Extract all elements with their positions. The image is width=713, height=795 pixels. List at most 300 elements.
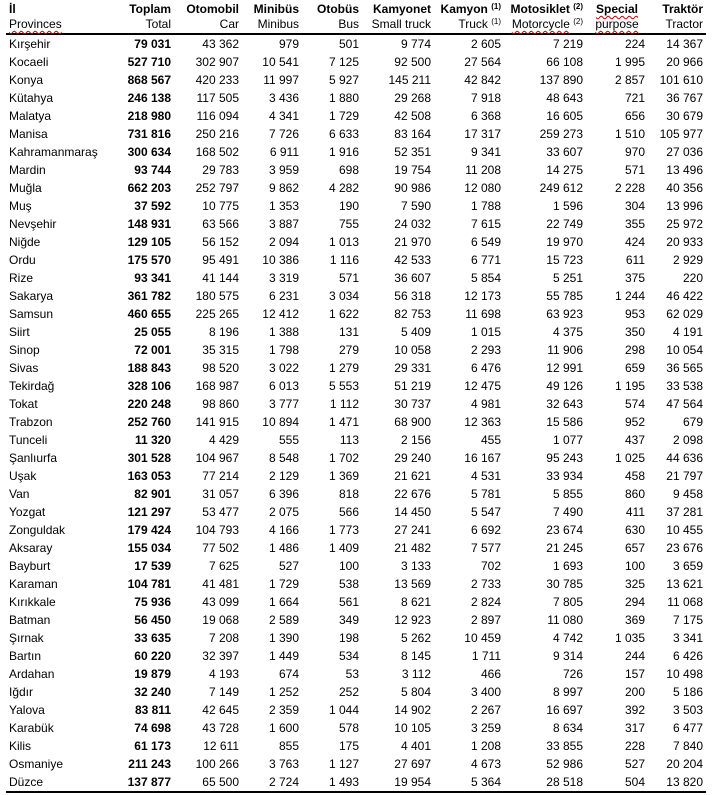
- cell-truck: 27 564: [464, 55, 501, 69]
- cell-minibus: 3 022: [268, 361, 299, 375]
- cell-small-truck: 42 533: [394, 253, 431, 267]
- cell-tractor: 11 068: [667, 595, 703, 609]
- cell-total: 33 635: [134, 631, 171, 645]
- cell-car: 41 481: [202, 577, 239, 591]
- cell-bus: 534: [338, 649, 359, 663]
- cell-small-truck: 13 569: [394, 577, 431, 591]
- col-subheader-bus: Bus: [302, 17, 362, 34]
- cell-minibus: 1 729: [268, 577, 299, 591]
- cell-tractor: 23 676: [666, 541, 703, 555]
- cell-motorcycle: 4 742: [552, 631, 583, 645]
- cell-tractor: 13 996: [666, 199, 703, 213]
- cell-province: Muğla: [9, 181, 42, 195]
- cell-total: 163 053: [127, 469, 171, 483]
- cell-small-truck: 51 219: [394, 379, 431, 393]
- table-row: [6, 701, 706, 719]
- cell-minibus: 2 075: [268, 505, 299, 519]
- cell-total: 188 843: [127, 361, 171, 375]
- cell-special-purpose: 527: [624, 757, 645, 771]
- cell-car: 225 265: [195, 307, 239, 321]
- cell-tractor: 13 621: [666, 577, 703, 591]
- table-row: [6, 107, 706, 125]
- table-row: [6, 773, 706, 792]
- cell-truck: 6 476: [470, 361, 501, 375]
- cell-tractor: 20 966: [666, 55, 703, 69]
- cell-total: 155 034: [127, 541, 171, 555]
- cell-special-purpose: 437: [624, 433, 645, 447]
- cell-car: 7 149: [208, 685, 239, 699]
- cell-truck: 2 733: [470, 577, 501, 591]
- cell-minibus: 555: [278, 433, 299, 447]
- table-row: [6, 269, 706, 287]
- cell-tractor: 20 204: [666, 757, 703, 771]
- cell-motorcycle: 66 108: [546, 55, 583, 69]
- table-row: [6, 377, 706, 395]
- cell-minibus: 6 911: [269, 145, 299, 159]
- cell-province: Mardin: [9, 163, 46, 177]
- cell-total: 361 782: [127, 289, 171, 303]
- cell-special-purpose: 1 244: [614, 289, 645, 303]
- cell-province: Rize: [9, 271, 34, 285]
- cell-province: Manisa: [9, 127, 48, 141]
- cell-car: 100 266: [195, 757, 239, 771]
- cell-small-truck: 7 590: [400, 199, 431, 213]
- cell-motorcycle: 55 785: [546, 289, 583, 303]
- cell-special-purpose: 355: [624, 217, 645, 231]
- cell-motorcycle: 4 375: [552, 325, 583, 339]
- cell-motorcycle: 7 805: [552, 595, 583, 609]
- cell-small-truck: 5 409: [400, 325, 431, 339]
- cell-province: Iğdır: [9, 685, 34, 699]
- cell-province: Şırnak: [9, 631, 44, 645]
- cell-bus: 1 702: [328, 451, 359, 465]
- cell-tractor: 7 175: [672, 613, 703, 627]
- cell-minibus: 6 396: [268, 487, 299, 501]
- table-body: [6, 34, 706, 792]
- cell-small-truck: 21 482: [394, 541, 431, 555]
- cell-truck: 702: [480, 559, 501, 573]
- cell-truck: 2 897: [470, 613, 501, 627]
- cell-bus: 1 116: [329, 253, 359, 267]
- cell-bus: 4 282: [328, 181, 359, 195]
- cell-special-purpose: 392: [624, 703, 645, 717]
- table-row: [6, 341, 706, 359]
- cell-bus: 100: [338, 559, 359, 573]
- cell-motorcycle: 12 991: [546, 361, 583, 375]
- cell-minibus: 979: [278, 37, 299, 51]
- cell-special-purpose: 504: [586, 773, 648, 792]
- cell-total: 82 901: [134, 487, 171, 501]
- cell-truck: 6 368: [470, 109, 501, 123]
- cell-total: 731 816: [127, 127, 171, 141]
- cell-minibus: 1 390: [268, 631, 299, 645]
- cell-truck: 4 531: [470, 469, 501, 483]
- cell-car: 77 502: [202, 541, 239, 555]
- cell-special-purpose: 2 857: [614, 73, 645, 87]
- col-subheader-truck: Truck $^{(1)}$: [434, 17, 504, 34]
- cell-truck: 12 173: [464, 289, 501, 303]
- cell-truck: 455: [480, 433, 501, 447]
- cell-tractor: 33 538: [666, 379, 703, 393]
- cell-tractor: 5 186: [672, 685, 703, 699]
- col-subheader-minibus: Minibus: [242, 17, 302, 34]
- cell-truck: 12 080: [464, 181, 501, 195]
- cell-bus: 1 471: [328, 415, 359, 429]
- cell-special-purpose: 325: [624, 577, 645, 591]
- cell-tractor: 2 098: [672, 433, 703, 447]
- cell-total: 25 055: [134, 325, 171, 339]
- cell-car: 4 429: [208, 433, 239, 447]
- cell-special-purpose: 200: [624, 685, 645, 699]
- cell-bus: 53: [345, 667, 359, 681]
- table-row: [6, 539, 706, 557]
- table-row: [6, 89, 706, 107]
- cell-motorcycle: 33 855: [546, 739, 583, 753]
- cell-special-purpose: 369: [624, 613, 645, 627]
- cell-car: 29 783: [202, 163, 239, 177]
- cell-minibus: 3 887: [268, 217, 299, 231]
- col-header-toplam: Toplam: [129, 2, 171, 16]
- cell-special-purpose: 304: [624, 199, 645, 213]
- table-row: [6, 503, 706, 521]
- cell-bus: 1 127: [328, 757, 359, 771]
- table-row: [6, 323, 706, 341]
- cell-special-purpose: 458: [624, 469, 645, 483]
- cell-province: Karabük: [9, 721, 54, 735]
- cell-small-truck: 83 164: [394, 127, 431, 141]
- table-row: [6, 449, 706, 467]
- cell-motorcycle: 1 077: [552, 433, 583, 447]
- cell-motorcycle: 8 634: [552, 721, 583, 735]
- cell-tractor: 679: [682, 415, 703, 429]
- cell-truck: 466: [480, 667, 501, 681]
- cell-tractor: 27 036: [666, 145, 703, 159]
- cell-car: 10 775: [202, 199, 239, 213]
- cell-bus: 6 633: [328, 127, 359, 141]
- cell-truck: 6 549: [470, 235, 501, 249]
- cell-car: 95 491: [202, 253, 239, 267]
- cell-truck: 4 981: [470, 397, 501, 411]
- cell-province: Tokat: [9, 397, 38, 411]
- cell-province: Yozgat: [9, 505, 46, 519]
- cell-total: 460 655: [127, 307, 171, 321]
- footnote-marker: (1): [491, 2, 501, 11]
- table-row: [6, 647, 706, 665]
- cell-truck: 10 459: [464, 631, 501, 645]
- cell-bus: 538: [338, 577, 359, 591]
- table-row: [6, 665, 706, 683]
- cell-bus: 279: [338, 343, 359, 357]
- cell-minibus: 1 600: [268, 721, 299, 735]
- cell-tractor: 10 498: [666, 667, 703, 681]
- cell-minibus: 6 231: [268, 289, 299, 303]
- cell-tractor: 105 977: [659, 127, 703, 141]
- cell-motorcycle: 52 986: [546, 757, 583, 771]
- table-row: [6, 305, 706, 323]
- table-row: [6, 737, 706, 755]
- cell-province: Tekirdağ: [9, 379, 55, 393]
- cell-minibus: 7 726: [268, 127, 299, 141]
- cell-province: Kırıkkale: [9, 595, 56, 609]
- cell-total: 148 931: [127, 217, 171, 231]
- cell-truck: 1 015: [470, 325, 501, 339]
- cell-tractor: 4 191: [672, 325, 703, 339]
- cell-special-purpose: 375: [624, 271, 645, 285]
- table-row: [6, 71, 706, 89]
- cell-small-truck: 14 450: [394, 505, 431, 519]
- cell-tractor: 101 610: [659, 73, 703, 87]
- cell-province: Bayburt: [9, 559, 51, 573]
- cell-tractor: 36 767: [666, 91, 703, 105]
- cell-total: 32 240: [134, 685, 171, 699]
- cell-total: 61 173: [134, 739, 171, 753]
- cell-small-truck: 24 032: [394, 217, 431, 231]
- table-row: [6, 575, 706, 593]
- cell-province: Aksaray: [9, 541, 53, 555]
- cell-bus: 175: [338, 739, 359, 753]
- cell-province: Osmaniye: [9, 757, 64, 771]
- cell-special-purpose: 100: [624, 559, 645, 573]
- cell-truck: 11 208: [465, 163, 501, 177]
- cell-special-purpose: 952: [624, 415, 645, 429]
- cell-total: 179 424: [127, 523, 171, 537]
- cell-truck: 6 692: [470, 523, 501, 537]
- cell-minibus: 4 341: [268, 109, 299, 123]
- cell-small-truck: 29 331: [394, 361, 431, 375]
- table-row: [6, 593, 706, 611]
- cell-motorcycle: 5 855: [552, 487, 583, 501]
- cell-truck: 2 824: [470, 595, 501, 609]
- cell-tractor: 44 636: [666, 451, 703, 465]
- cell-province: Zonguldak: [9, 523, 66, 537]
- cell-special-purpose: 411: [625, 505, 645, 519]
- table-row: [6, 413, 706, 431]
- cell-car: 98 520: [202, 361, 239, 375]
- table-row: [6, 395, 706, 413]
- cell-tractor: 220: [682, 271, 703, 285]
- cell-small-truck: 21 621: [394, 469, 431, 483]
- cell-small-truck: 5 262: [400, 631, 431, 645]
- cell-minibus: 674: [278, 667, 299, 681]
- cell-small-truck: 52 351: [394, 145, 431, 159]
- cell-car: 35 315: [202, 343, 239, 357]
- cell-minibus: 10 541: [262, 55, 299, 69]
- table-row: [6, 215, 706, 233]
- col-subheader-provinces: Provinces: [6, 17, 110, 34]
- cell-special-purpose: 970: [624, 145, 645, 159]
- cell-truck: 17 317: [464, 127, 501, 141]
- cell-minibus: 3 777: [268, 397, 299, 411]
- cell-bus: 349: [338, 613, 359, 627]
- cell-minibus: 11 997: [263, 73, 299, 87]
- cell-minibus: 855: [278, 739, 299, 753]
- cell-car: 8 196: [208, 325, 239, 339]
- cell-minibus: 1 664: [268, 595, 299, 609]
- cell-special-purpose: 157: [624, 667, 645, 681]
- cell-special-purpose: 2 228: [614, 181, 645, 195]
- col-subheader-total: Total: [110, 17, 174, 34]
- cell-special-purpose: 294: [624, 595, 645, 609]
- cell-province: Kahramanmaraş: [9, 145, 98, 159]
- cell-motorcycle: 95 243: [546, 451, 583, 465]
- col-header-traktor: Traktör: [662, 2, 703, 16]
- cell-small-truck: 10 058: [394, 343, 431, 357]
- cell-bus: 1 013: [328, 235, 359, 249]
- cell-special-purpose: 244: [624, 649, 645, 663]
- cell-special-purpose: 659: [624, 361, 645, 375]
- cell-special-purpose: 1 195: [614, 379, 645, 393]
- cell-car: 168 987: [195, 379, 239, 393]
- cell-car: 141 915: [195, 415, 239, 429]
- cell-special-purpose: 630: [624, 523, 645, 537]
- cell-minibus: 4 166: [268, 523, 299, 537]
- cell-total: 19 879: [134, 667, 171, 681]
- cell-total: 60 220: [134, 649, 171, 663]
- cell-small-truck: 12 923: [394, 613, 431, 627]
- cell-motorcycle: 16 697: [546, 703, 583, 717]
- cell-bus: 1 493: [302, 773, 362, 792]
- cell-small-truck: 27 241: [394, 523, 431, 537]
- cell-province: Kırşehir: [9, 37, 51, 51]
- cell-minibus: 6 013: [268, 379, 299, 393]
- table-row: [6, 179, 706, 197]
- table-row: [6, 125, 706, 143]
- cell-truck: 5 547: [470, 505, 501, 519]
- cell-special-purpose: 298: [624, 343, 645, 357]
- cell-motorcycle: 249 612: [539, 181, 583, 195]
- cell-minibus: 1 252: [268, 685, 299, 699]
- cell-small-truck: 68 900: [394, 415, 431, 429]
- cell-special-purpose: 611: [625, 253, 645, 267]
- col-header-motosiklet: Motosiklet $^{(2)}$: [510, 2, 583, 16]
- cell-motorcycle: 21 245: [546, 541, 583, 555]
- cell-motorcycle: 137 890: [539, 73, 583, 87]
- cell-small-truck: 82 753: [394, 307, 431, 321]
- cell-total: 79 031: [134, 37, 171, 51]
- cell-total: 75 936: [134, 595, 171, 609]
- cell-bus: 818: [338, 487, 359, 501]
- cell-bus: 571: [338, 271, 359, 285]
- cell-bus: 1 409: [328, 541, 359, 555]
- cell-special-purpose: 224: [624, 37, 645, 51]
- cell-motorcycle: 9 314: [552, 649, 583, 663]
- cell-car: 252 797: [195, 181, 239, 195]
- cell-car: 420 233: [195, 73, 239, 87]
- cell-car: 116 094: [196, 109, 239, 123]
- cell-motorcycle: 726: [562, 667, 583, 681]
- cell-province: Düzce: [6, 773, 110, 792]
- cell-total: 37 592: [134, 199, 171, 213]
- table-row: [6, 53, 706, 71]
- table-row: [6, 233, 706, 251]
- cell-minibus: 527: [278, 559, 299, 573]
- cell-minibus: 1 486: [268, 541, 299, 555]
- cell-car: 53 477: [202, 505, 239, 519]
- cell-motorcycle: 23 674: [546, 523, 583, 537]
- cell-minibus: 10 386: [262, 253, 299, 267]
- cell-motorcycle: 63 923: [546, 307, 583, 321]
- cell-truck: 7 615: [470, 217, 501, 231]
- cell-total: 252 760: [127, 415, 171, 429]
- cell-province: Kilis: [9, 739, 32, 753]
- cell-minibus: 1 449: [268, 649, 299, 663]
- cell-special-purpose: 1 025: [614, 451, 645, 465]
- cell-motorcycle: 33 607: [546, 145, 583, 159]
- cell-car: 43 728: [202, 721, 239, 735]
- cell-car: 43 362: [202, 37, 239, 51]
- cell-car: 12 611: [203, 739, 239, 753]
- cell-small-truck: 2 156: [400, 433, 431, 447]
- cell-tractor: 37 281: [666, 505, 703, 519]
- cell-truck: 2 605: [470, 37, 501, 51]
- cell-total: 11 320: [134, 433, 171, 447]
- cell-small-truck: 29 240: [394, 451, 431, 465]
- table-row: [6, 485, 706, 503]
- col-header-otomobil: Otomobil: [186, 2, 239, 16]
- cell-minibus: 2 359: [268, 703, 299, 717]
- cell-minibus: 3 959: [268, 163, 299, 177]
- table-row: [6, 611, 706, 629]
- cell-bus: 190: [338, 199, 359, 213]
- cell-tractor: 36 565: [666, 361, 703, 375]
- cell-total: 56 450: [134, 613, 171, 627]
- col-subheader-purpose: purpose: [586, 17, 648, 34]
- cell-tractor: 3 503: [672, 703, 703, 717]
- cell-car: 32 397: [202, 649, 239, 663]
- cell-truck: 7 918: [470, 91, 501, 105]
- cell-motorcycle: 28 518: [504, 773, 586, 792]
- cell-total: 93 744: [134, 163, 171, 177]
- cell-small-truck: 8 145: [400, 649, 431, 663]
- cell-small-truck: 9 774: [400, 37, 431, 51]
- cell-bus: 1 729: [328, 109, 359, 123]
- cell-special-purpose: 860: [624, 487, 645, 501]
- cell-total: 220 248: [127, 397, 171, 411]
- cell-truck: 1 208: [470, 739, 501, 753]
- cell-special-purpose: 424: [624, 235, 645, 249]
- table-row: [6, 629, 706, 647]
- table-row: [6, 431, 706, 449]
- cell-special-purpose: 574: [624, 397, 645, 411]
- cell-tractor: 6 477: [672, 721, 703, 735]
- footnote-marker: (2): [573, 2, 583, 11]
- col-header-otobus: Otobüs: [317, 2, 359, 16]
- cell-motorcycle: 33 934: [546, 469, 583, 483]
- cell-province: Sinop: [9, 343, 40, 357]
- cell-tractor: 2 929: [672, 253, 703, 267]
- cell-total: 527 710: [127, 55, 171, 69]
- cell-minibus: 8 548: [268, 451, 299, 465]
- cell-small-truck: 27 697: [394, 757, 431, 771]
- cell-province: Karaman: [9, 577, 58, 591]
- cell-total: 129 105: [127, 235, 171, 249]
- cell-tractor: 13 820: [648, 773, 706, 792]
- cell-tractor: 25 972: [666, 217, 703, 231]
- cell-tractor: 13 496: [666, 163, 703, 177]
- cell-province: Uşak: [9, 469, 37, 483]
- cell-total: 104 781: [127, 577, 171, 591]
- cell-motorcycle: 15 586: [546, 415, 583, 429]
- table-row: [6, 161, 706, 179]
- cell-truck: 5 854: [470, 271, 501, 285]
- cell-province: Siirt: [9, 325, 30, 339]
- cell-minibus: 2 129: [268, 469, 299, 483]
- cell-bus: 1 112: [329, 397, 359, 411]
- cell-bus: 1 369: [328, 469, 359, 483]
- cell-bus: 578: [338, 721, 359, 735]
- cell-motorcycle: 16 605: [546, 109, 583, 123]
- cell-motorcycle: 48 643: [546, 91, 583, 105]
